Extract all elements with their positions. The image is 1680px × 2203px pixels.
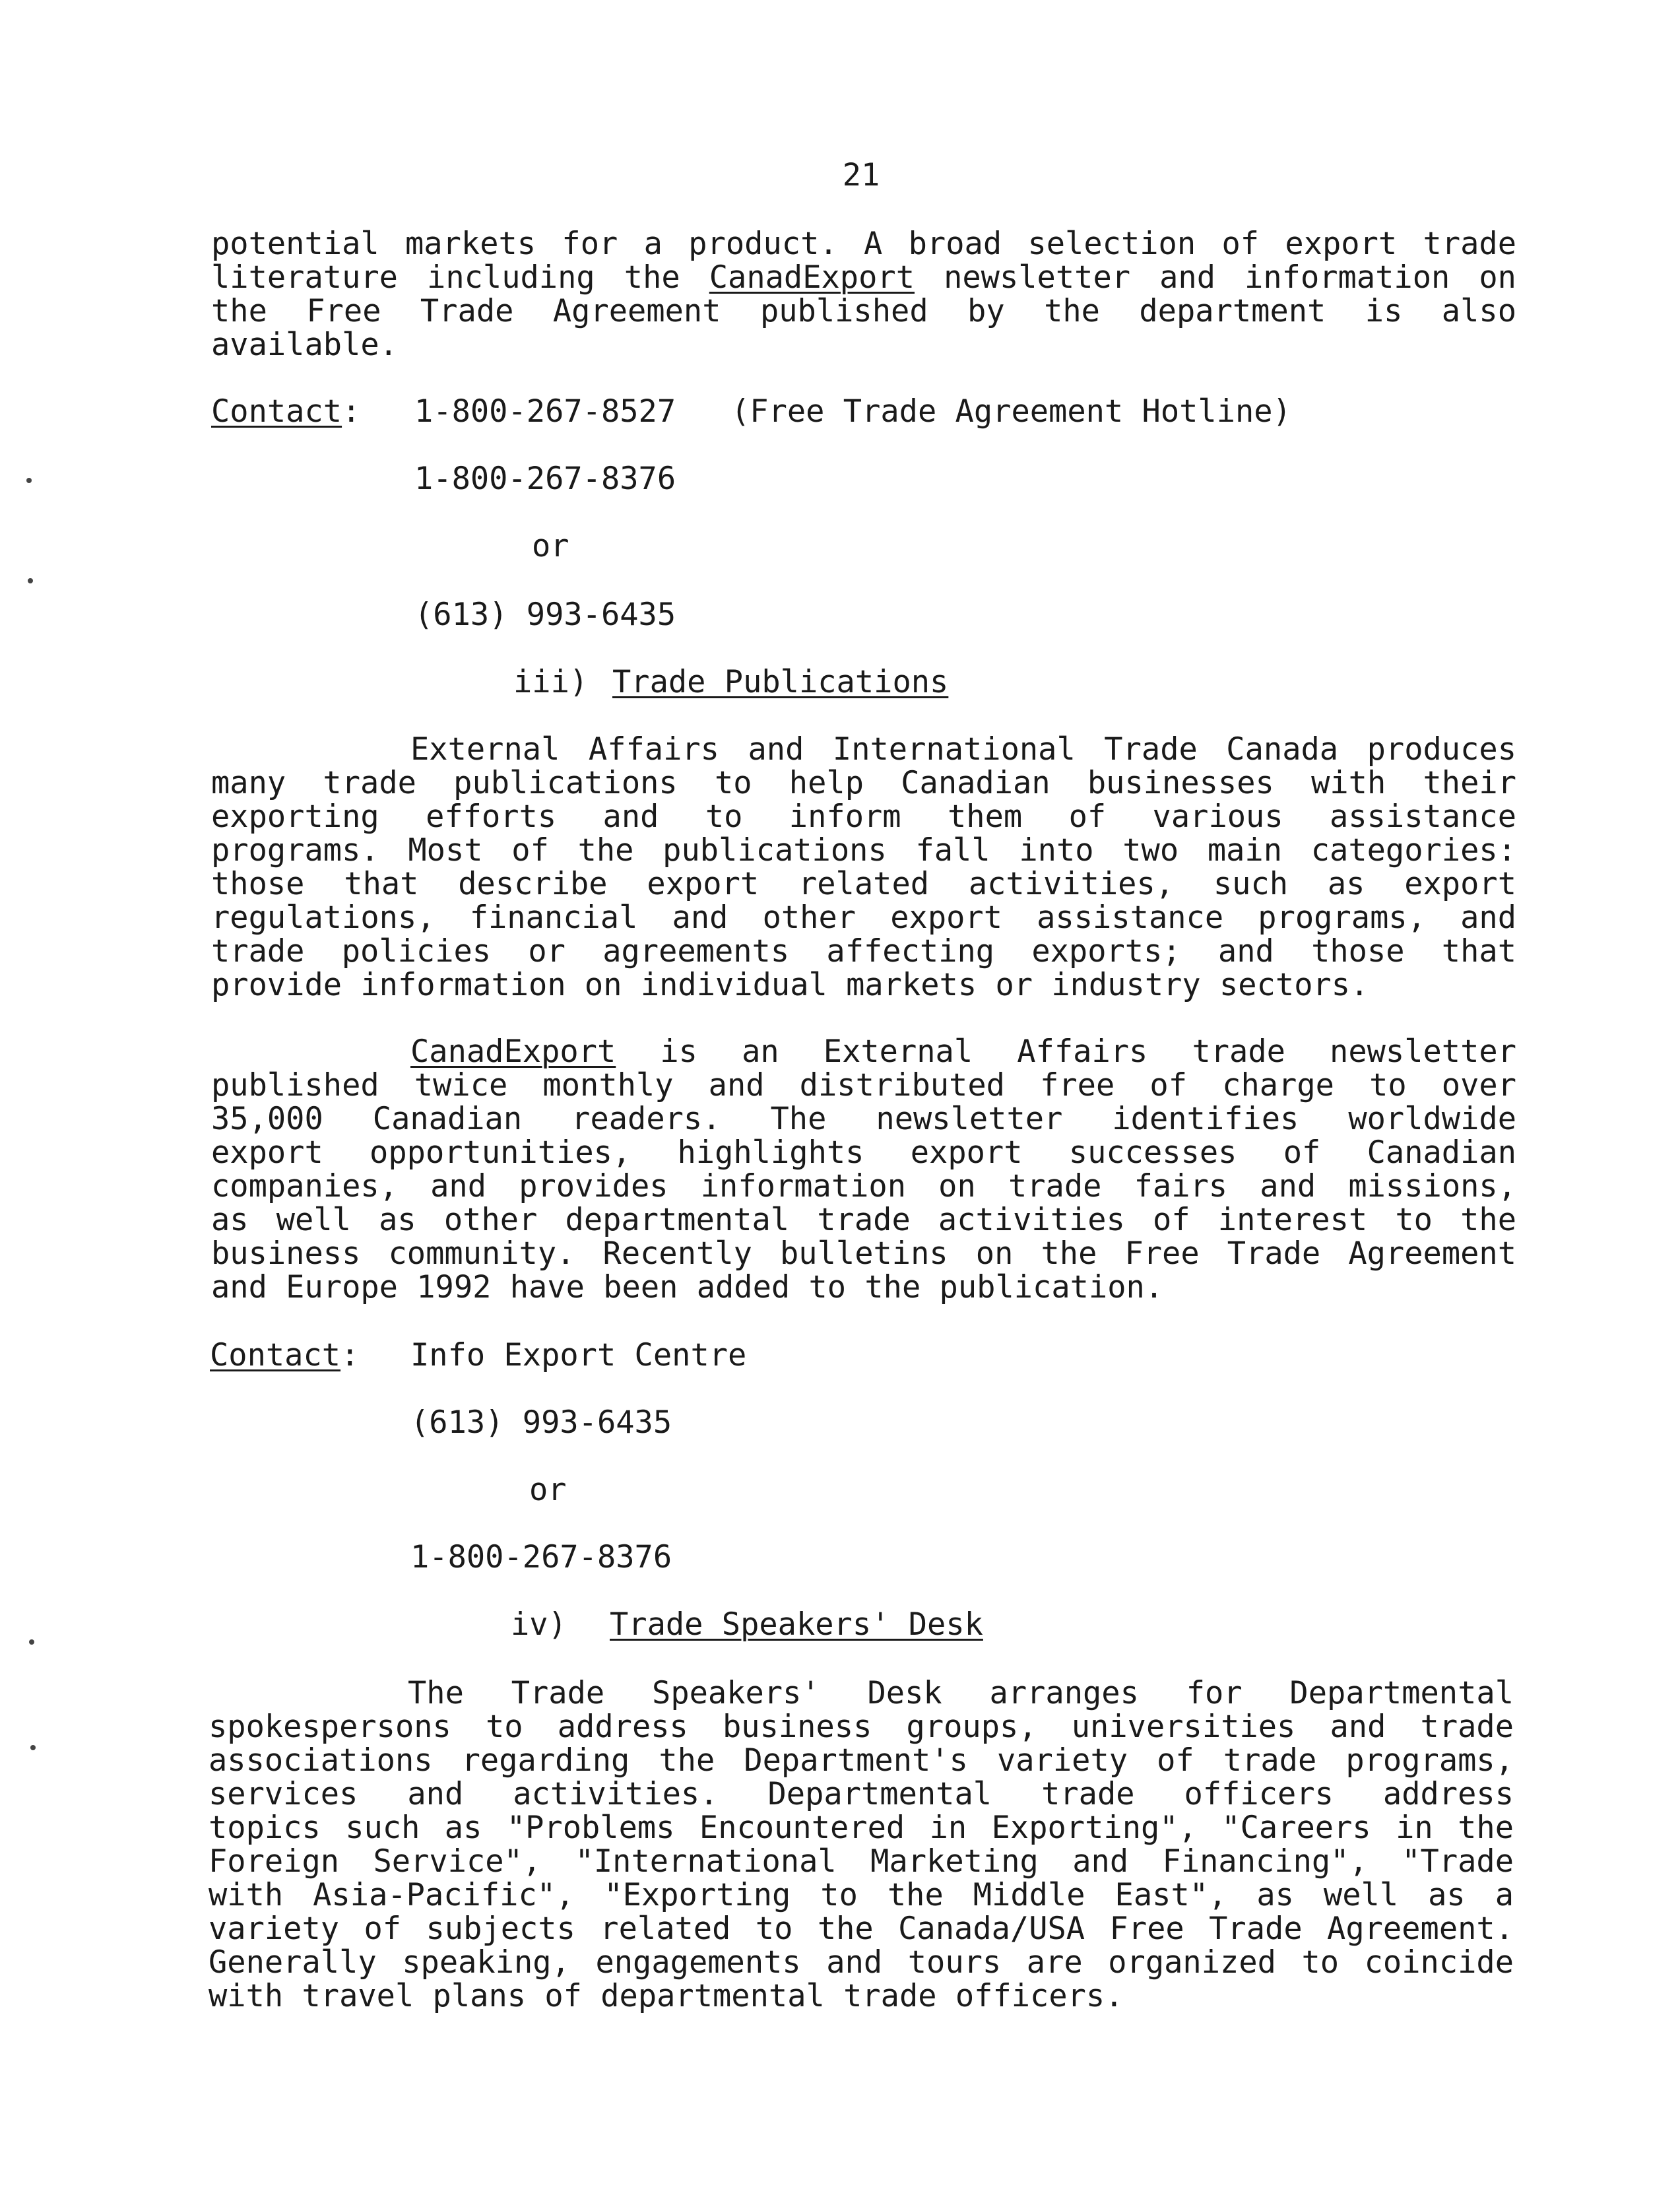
contact-1-phone-3: (613) 993-6435 [414,597,676,633]
section-iii-heading: Trade Publications [612,664,949,700]
text-line: published twice monthly and distributed free of charge to over [211,1067,1516,1103]
text-line: spokespersons to address business groups, universities and trade [209,1709,1514,1745]
contact-1-phone-1: 1-800-267-8527 [414,393,676,430]
page-number: 21 [842,157,880,193]
section-iii-paragraph-2 [211,1035,1516,1304]
contact-1-phone-2: 1-800-267-8376 [414,461,676,497]
text-line: companies, and provides information on trade fairs and missions, [211,1168,1516,1204]
scan-speck [29,1639,34,1645]
text-line: associations regarding the Department's variety of trade programs, [209,1742,1514,1779]
text-line: Foreign Service", "International Marketing and Financing", "Trade [209,1843,1514,1880]
text-line: business community. Recently bulletins on the Free Trade Agreement [211,1235,1516,1272]
text-line: the Free Trade Agreement published by the department is also [211,293,1516,329]
text-line: programs. Most of the publications fall into two main categories: [211,832,1516,869]
section-iii-numeral: iii) [513,664,589,700]
text-line: External Affairs and International Trade Canada produces [410,731,1516,768]
contact-1-or: or [532,528,569,564]
text-line [211,261,1516,294]
intro-paragraph [211,227,1516,362]
text-line: exporting efforts and to inform them of various assistance [211,799,1516,835]
section-iv-heading: Trade Speakers' Desk [610,1606,983,1643]
text-line: variety of subjects related to the Canada/USA Free Trade Agreement. [209,1911,1514,1947]
text-line: services and activities. Departmental trade officers address [209,1776,1514,1812]
text-line: Generally speaking, engagements and tours are organized to coincide [209,1944,1514,1981]
section-iv-numeral: iv) [511,1606,567,1643]
text-fragment: newsletter and information on [915,259,1516,296]
text-line [211,1035,1516,1069]
scan-speck [28,578,33,583]
contact-label: Contact [210,1337,341,1373]
text-line: as well as other departmental trade activities of interest to the [211,1202,1516,1238]
text-line: those that describe export related activities, such as export [211,866,1516,902]
section-iii-paragraph-1 [211,733,1516,1002]
contact-2-phone-2: 1-800-267-8376 [410,1539,672,1575]
text-line: 35,000 Canadian readers. The newsletter identifies worldwide [211,1101,1516,1137]
scan-speck [30,1745,36,1750]
contact-colon: : [342,393,361,430]
contact-colon: : [340,1337,360,1373]
text-line: trade policies or agreements affecting exports; and those that [211,933,1516,970]
contact-2-name: Info Export Centre [410,1337,747,1373]
text-line: with travel plans of departmental trade officers. [209,1978,1124,2014]
canadexport-title: CanadExport [709,259,915,296]
text-line: many trade publications to help Canadian businesses with their [211,765,1516,801]
text-line: regulations, financial and other export assistance programs, and [211,900,1516,936]
canadexport-title: CanadExport [410,1034,616,1070]
text-line: export opportunities, highlights export successes of Canadian [211,1134,1516,1171]
scan-speck [26,478,32,483]
contact-2-or: or [529,1472,567,1508]
text-line: topics such as "Problems Encountered in Exporting", "Careers in the [209,1810,1514,1846]
text-line: provide information on individual markets or industry sectors. [211,967,1369,1003]
text-fragment: is an External Affairs trade newsletter [616,1034,1516,1070]
text-line: and Europe 1992 have been added to the publication. [211,1269,1164,1305]
text-line: The Trade Speakers' Desk arranges for Departmental [408,1675,1514,1711]
section-iv-paragraph-1 [209,1676,1514,2013]
text-fragment: literature including the [211,259,709,296]
text-line: available. [211,327,398,363]
text-line: potential markets for a product. A broad selection of export trade [211,226,1516,262]
contact-1-phone-1-note: (Free Trade Agreement Hotline) [731,393,1291,430]
text-line: with Asia-Pacific", "Exporting to the Middle East", as well as a [209,1877,1514,1913]
contact-label: Contact [211,393,342,430]
contact-2-phone-1: (613) 993-6435 [410,1404,672,1441]
